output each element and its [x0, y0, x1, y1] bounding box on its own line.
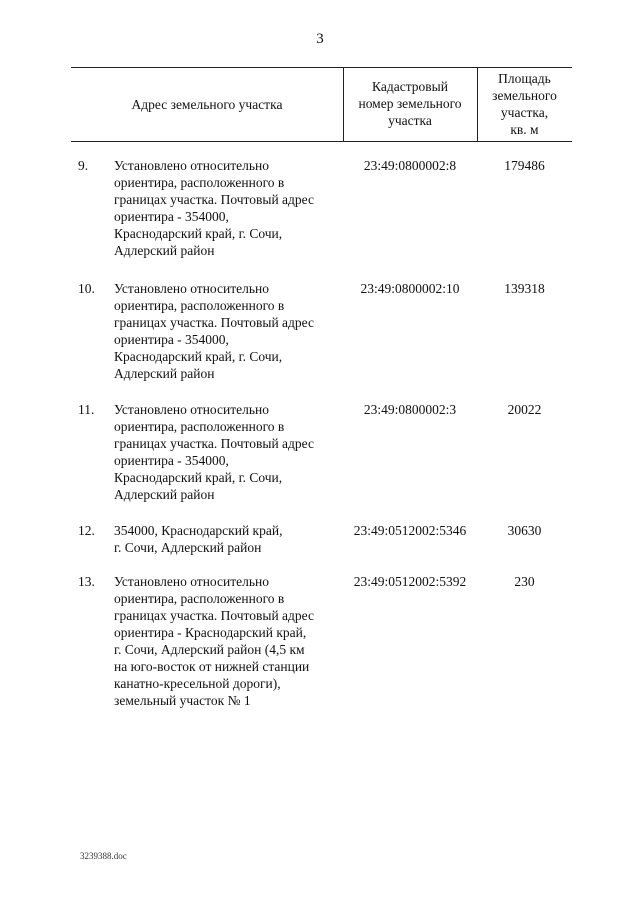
row-address: Установлено относительно ориентира, расположенного в границах участка. Почтовый адрес ориентира - Краснодарский край, г. Сочи, Адлерский район (4,5 км на юго-восток от нижней станции канатно-кресельной дороги), земельный участок № 1 — [114, 574, 314, 708]
document-filename: 3239388.doc — [80, 851, 127, 861]
row-number: 9. — [78, 158, 89, 173]
row-area: 30630 — [507, 523, 542, 538]
row-area: 179486 — [504, 158, 545, 173]
row-cadastral-number: 23:49:0512002:5346 — [353, 523, 467, 538]
row-cadastral-number: 23:49:0800002:10 — [360, 281, 460, 296]
table-header-bottom-rule — [71, 141, 572, 142]
header-address: Адрес земельного участка — [131, 97, 283, 112]
row-cadastral-number: 23:49:0800002:3 — [363, 402, 457, 417]
row-area: 20022 — [507, 402, 542, 417]
row-number: 11. — [78, 402, 95, 417]
table-top-rule — [71, 67, 572, 68]
header-cadastral-number: Кадастровый номер земельного участка — [358, 79, 462, 128]
row-cadastral-number: 23:49:0512002:5392 — [353, 574, 467, 589]
row-area: 230 — [514, 574, 535, 589]
row-number: 13. — [78, 574, 95, 589]
page-number: 3 — [316, 31, 324, 47]
row-area: 139318 — [504, 281, 545, 296]
row-cadastral-number: 23:49:0800002:8 — [363, 158, 457, 173]
row-address: Установлено относительно ориентира, расположенного в границах участка. Почтовый адрес ориентира - 354000, Краснодарский край, г. Сочи, Адлерский район — [114, 402, 314, 502]
row-address: Установлено относительно ориентира, расположенного в границах участка. Почтовый адрес ориентира - 354000, Краснодарский край, г. Сочи, Адлерский район — [114, 281, 314, 381]
row-number: 10. — [78, 281, 95, 296]
row-address: Установлено относительно ориентира, расположенного в границах участка. Почтовый адрес ориентира - 354000, Краснодарский край, г. Сочи, Адлерский район — [114, 158, 314, 258]
header-area: Площадь земельного участка, кв. м — [492, 71, 557, 137]
row-number: 12. — [78, 523, 95, 538]
row-address: 354000, Краснодарский край, г. Сочи, Адлерский район — [114, 523, 283, 555]
